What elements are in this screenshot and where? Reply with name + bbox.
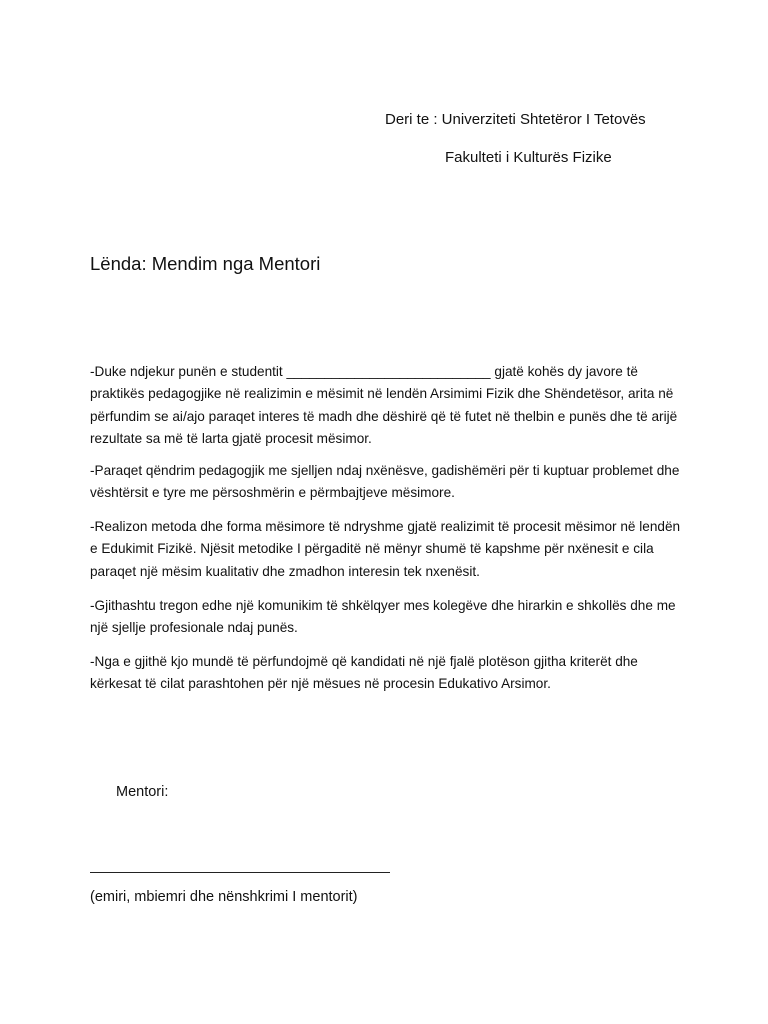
paragraph-text: -Duke ndjekur punën e studentit ___________________________ gjatë kohës dy javore të praktikës pedagogjike në realizimin e mësimit në lendën Arsimimi Fizik dhe Shëndetësor, arita në përfundim se ai/ajo paraqet interes të madh dhe dëshirë që të futet në thelbin e punës dhe të arijë rezultate sa më të larta gjatë procesit mësimor. [90, 364, 678, 447]
paragraph-text: -Gjithashtu tregon edhe një komunikim të shkëlqyer mes kolegëve dhe hirarkin e shkollës dhe me një sjellje profesionale ndaj punës. [90, 598, 676, 636]
body-paragraph-3 [90, 516, 690, 583]
paragraph-text: -Realizon metoda dhe forma mësimore të ndryshme gjatë realizimit të procesit mësimor në lendën e Edukimit Fizikë. Njësit metodike I përgaditë në mënyr shumë të kapshme për nxënesit e cila paraqet një mësim kualitativ dhe zmadhon interesin tek nxenësit. [90, 519, 681, 579]
subject-line: Lënda: Mendim nga Mentori [90, 253, 321, 274]
signature-caption: (emiri, mbiemri dhe nënshkrimi I mentorit) [90, 889, 358, 905]
faculty-line: Fakulteti i Kulturës Fizike [445, 149, 612, 166]
paragraph-text: -Nga e gjithë kjo mundë të përfundojmë që kandidati në një fjalë plotëson gjitha kriterët dhe kërkesat të cilat parashtohen për një mësues në procesin Edukativo Arsimor. [90, 654, 638, 692]
body-paragraph-2 [90, 460, 690, 505]
mentor-label: Mentori: [116, 784, 169, 800]
paragraph-text: -Paraqet qëndrim pedagogjik me sjelljen ndaj nxënësve, gadishëmëri për ti kuptuar problemet dhe vështërsit e tyre me përsoshmërin e përmbajtjeve mësimore. [90, 463, 680, 501]
signature-line [90, 872, 390, 873]
recipient-line: Deri te : Univerziteti Shtetëror I Tetovës [385, 111, 646, 128]
body-paragraph-5 [90, 651, 690, 696]
body-paragraph-4 [90, 595, 690, 640]
body-paragraph-1 [90, 361, 690, 451]
